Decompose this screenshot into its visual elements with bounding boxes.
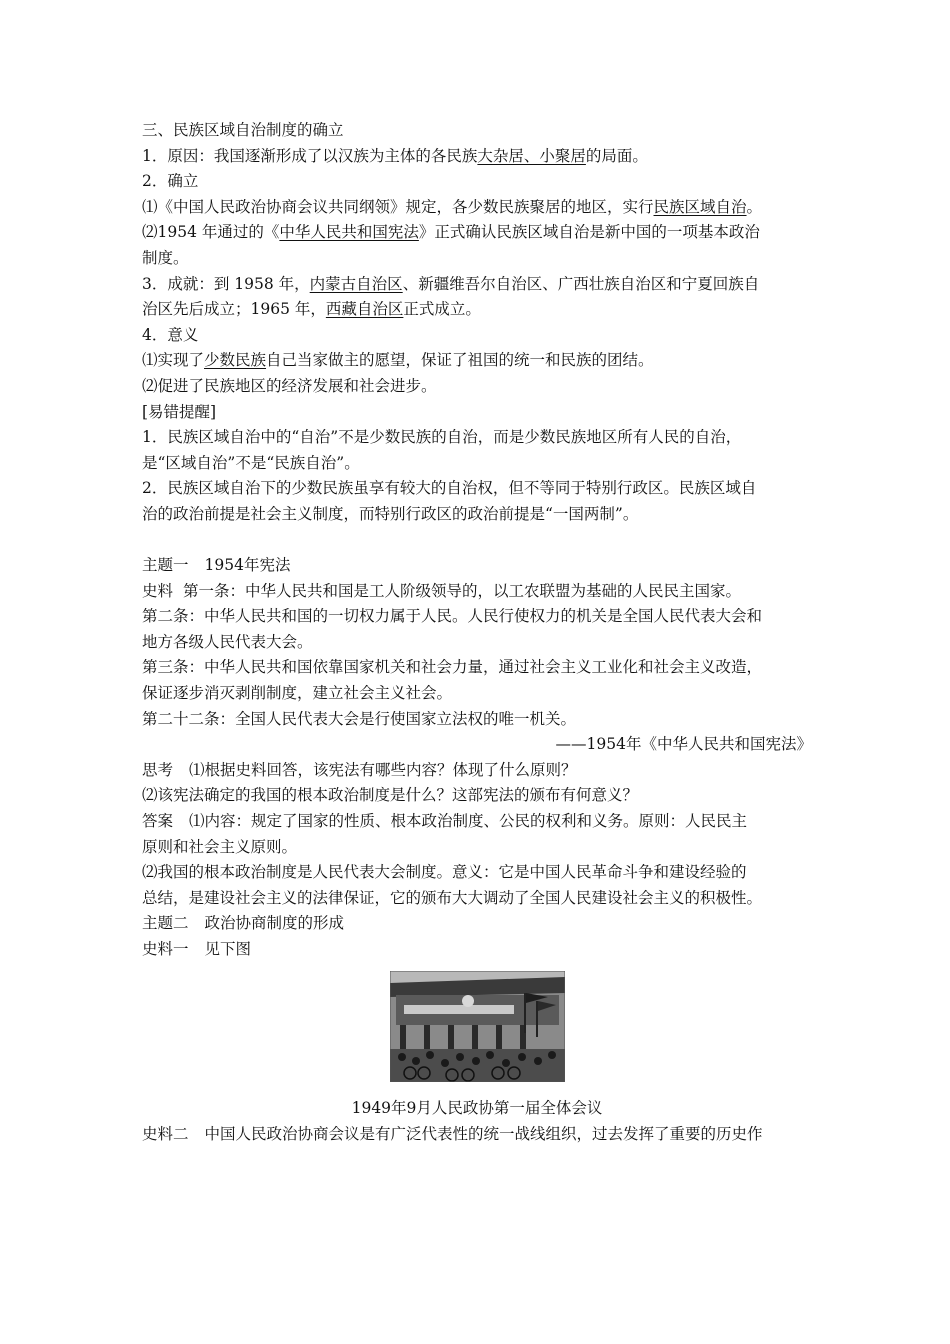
topic1-article2: 第二条：中华人民共和国的一切权力属于人民。人民行使权力的机关是全国人民代表大会和 (142, 607, 763, 626)
topic1-question-2: ⑵该宪法确定的我国的根本政治制度是什么？这部宪法的颁布有何意义？ (142, 786, 639, 805)
historical-photo (390, 971, 565, 1082)
topic2-heading: 主题二 政治协商制度的形成 (142, 914, 345, 933)
paragraph-achievement-cont: 治区先后成立；1965 年，西藏自治区正式成立。 (142, 300, 481, 319)
underlined-term: 大杂居、小聚居 (477, 146, 586, 165)
topic1-answer-1-cont: 原则和社会主义原则。 (142, 837, 298, 856)
paragraph-establish-2-cont: 制度。 (142, 248, 189, 267)
paragraph-cause: 1．原因：我国逐渐形成了以汉族为主体的各民族大杂居、小聚居的局面。 (142, 146, 648, 165)
underlined-term: 民族区域自治 (653, 197, 747, 216)
tip-1-cont: 是“区域自治”不是“民族自治”。 (142, 453, 360, 472)
topic1-article3: 第三条：中华人民共和国依靠国家机关和社会力量，通过社会主义工业化和社会主义改造， (142, 658, 763, 677)
underlined-term: 内蒙古自治区 (309, 274, 403, 293)
topic1-question-1: 思考 ⑴根据史料回答，该宪法有哪些内容？体现了什么原则？ (142, 760, 577, 779)
spacer (142, 528, 812, 554)
topic1-heading: 主题一 1954年宪法 (142, 556, 291, 575)
topic2-source2: 史料二 中国人民政治协商会议是有广泛代表性的统一战线组织，过去发挥了重要的历史作 (142, 1124, 763, 1143)
paragraph-significance-heading: 4．意义 (142, 325, 199, 344)
underlined-term: 西藏自治区 (325, 300, 404, 319)
topic1-answer-2: ⑵我国的根本政治制度是人民代表大会制度。意义：它是中国人民革命斗争和建设经验的 (142, 863, 747, 882)
paragraph-establish-1: ⑴《中国人民政治协商会议共同纲领》规定，各少数民族聚居的地区，实行民族区域自治。 (142, 197, 763, 216)
paragraph-establish-2: ⑵1954 年通过的《中华人民共和国宪法》正式确认民族区域自治是新中国的一项基本政治 (142, 223, 760, 242)
topic1-source-article1: 史料 第一条：中华人民共和国是工人阶级领导的，以工农联盟为基础的人民民主国家。 (142, 581, 742, 600)
paragraph-achievement: 3．成就：到 1958 年，内蒙古自治区、新疆维吾尔自治区、广西壮族自治区和宁夏回族自 (142, 274, 760, 293)
topic1-answer-2-cont: 总结，是建设社会主义的法律保证，它的颁布大大调动了全国人民建设社会主义的积极性。 (142, 888, 763, 907)
topic1-article2-cont: 地方各级人民代表大会。 (142, 632, 313, 651)
tip-1: 1．民族区域自治中的“自治”不是少数民族的自治，而是少数民族地区所有人民的自治， (142, 428, 742, 447)
document-page (142, 118, 812, 1147)
underlined-term: 中华人民共和国宪法 (279, 223, 419, 242)
tip-heading: [易错提醒] (142, 402, 217, 421)
paragraph-significance-1: ⑴实现了少数民族自己当家做主的愿望，保证了祖国的统一和民族的团结。 (142, 351, 654, 370)
paragraph-establish-heading: 2．确立 (142, 172, 199, 191)
section-heading: 三、民族区域自治制度的确立 (142, 121, 344, 139)
topic1-article3-cont: 保证逐步消灭剥削制度，建立社会主义社会。 (142, 684, 453, 703)
tip-2: 2．民族区域自治下的少数民族虽享有较大的自治权，但不等同于特别行政区。民族区域自 (142, 479, 757, 498)
figure (142, 971, 812, 1122)
topic1-article22: 第二十二条：全国人民代表大会是行使国家立法权的唯一机关。 (142, 709, 577, 728)
photo-caption: 1949年9月人民政协第一届全体会议 (351, 1099, 603, 1118)
tip-2-cont: 治的政治前提是社会主义制度，而特别行政区的政治前提是“一国两制”。 (142, 504, 639, 523)
underlined-term: 少数民族 (204, 351, 267, 370)
paragraph-significance-2: ⑵促进了民族地区的经济发展和社会进步。 (142, 376, 437, 395)
topic1-answer-1: 答案 ⑴内容：规定了国家的性质、根本政治制度、公民的权利和义务。原则：人民民主 (142, 812, 748, 831)
topic2-source1: 史料一 见下图 (142, 940, 252, 958)
topic1-citation: ——1954年《中华人民共和国宪法》 (555, 735, 812, 754)
